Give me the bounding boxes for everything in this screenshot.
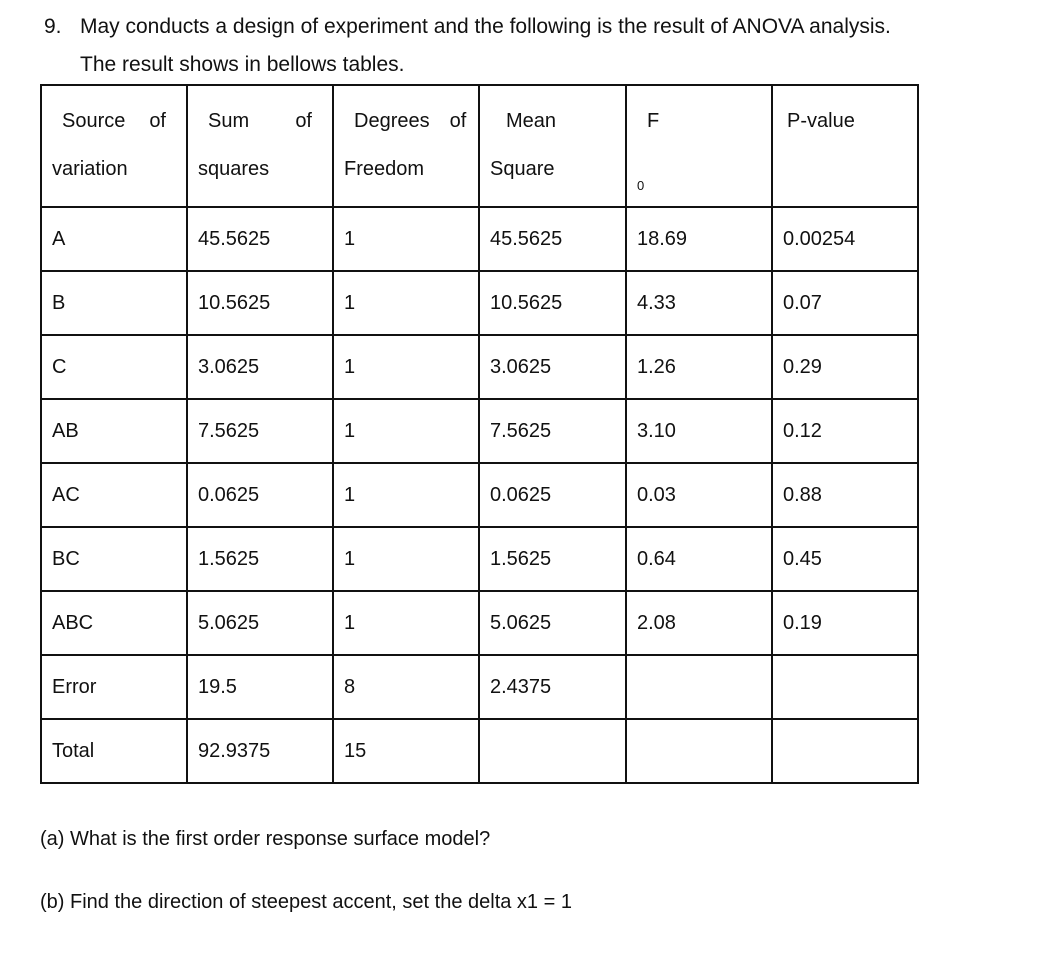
header-text: Sum	[208, 110, 250, 132]
table-cell: 3.0625	[187, 335, 333, 399]
table-body	[41, 207, 918, 783]
header-text	[773, 144, 917, 202]
header-sum-of-squares	[187, 85, 333, 207]
table-row	[41, 271, 918, 335]
table-cell: 0.07	[772, 271, 918, 335]
table-cell: BC	[41, 527, 187, 591]
table-cell: 5.0625	[187, 591, 333, 655]
header-text: Degrees	[354, 110, 430, 132]
table-cell	[626, 719, 772, 783]
header-text: P-value	[787, 110, 855, 132]
table-cell: 0.64	[626, 527, 772, 591]
question-text-line-1: May conducts a design of experiment and the following is the result of ANOVA analysis.	[80, 15, 891, 38]
table-header-row	[41, 85, 918, 207]
table-cell: 5.0625	[479, 591, 626, 655]
table-cell	[626, 655, 772, 719]
table-cell: 15	[333, 719, 479, 783]
header-degrees-of-freedom	[333, 85, 479, 207]
table-cell: 0.45	[772, 527, 918, 591]
header-text: Square	[490, 158, 555, 180]
table-cell: 45.5625	[187, 207, 333, 271]
table-cell: Total	[41, 719, 187, 783]
table-cell: A	[41, 207, 187, 271]
header-text: squares	[198, 158, 270, 180]
header-text: Mean	[506, 110, 557, 132]
part-b-question: (b) Find the direction of steepest accent, set the delta x1 = 1	[40, 891, 572, 913]
table-cell: 2.4375	[479, 655, 626, 719]
table-cell: 3.0625	[479, 335, 626, 399]
table-cell: 7.5625	[479, 399, 626, 463]
table-cell	[479, 719, 626, 783]
header-source-of-variation	[41, 85, 187, 207]
table-cell: 3.10	[626, 399, 772, 463]
table-cell: ABC	[41, 591, 187, 655]
table-cell: 10.5625	[187, 271, 333, 335]
table-cell: 0.12	[772, 399, 918, 463]
table-cell: 0.88	[772, 463, 918, 527]
table-row	[41, 655, 918, 719]
table-cell: 19.5	[187, 655, 333, 719]
table-row	[41, 719, 918, 783]
table-cell: 0.00254	[772, 207, 918, 271]
header-text: variation	[52, 158, 128, 180]
table-cell: Error	[41, 655, 187, 719]
table-cell: 0.0625	[479, 463, 626, 527]
table-cell: 0.0625	[187, 463, 333, 527]
header-text	[627, 86, 771, 193]
header-text: Source	[62, 110, 126, 132]
table-cell: 18.69	[626, 207, 772, 271]
table-cell: 0.03	[626, 463, 772, 527]
table-row	[41, 207, 918, 271]
question-line-1	[44, 14, 891, 40]
table-cell: 1.5625	[187, 527, 333, 591]
header-text: of	[149, 110, 166, 132]
table-cell: 1	[333, 399, 479, 463]
table-row	[41, 399, 918, 463]
header-text: of	[295, 110, 312, 132]
table-cell: 1	[333, 271, 479, 335]
table-cell: 0.29	[772, 335, 918, 399]
question-text-line-2: The result shows in bellows tables.	[80, 53, 405, 76]
table-cell: 1	[333, 335, 479, 399]
anova-table	[40, 84, 919, 784]
table-row	[41, 527, 918, 591]
table-cell: 1.5625	[479, 527, 626, 591]
table-row	[41, 335, 918, 399]
table-cell: 1.26	[626, 335, 772, 399]
header-text: Freedom	[344, 158, 425, 180]
header-text	[627, 144, 771, 202]
table-cell	[772, 719, 918, 783]
header-text: of	[449, 110, 467, 132]
table-cell: 1	[333, 207, 479, 271]
table-cell: 2.08	[626, 591, 772, 655]
f0-letter: F	[647, 110, 660, 132]
table-cell: 1	[333, 591, 479, 655]
header-f0	[626, 85, 772, 207]
table-cell: AB	[41, 399, 187, 463]
question-number: 9.	[44, 15, 62, 38]
table-cell: B	[41, 271, 187, 335]
table-cell: 8	[333, 655, 479, 719]
table-row	[41, 463, 918, 527]
table-row	[41, 591, 918, 655]
table-cell: 4.33	[626, 271, 772, 335]
table-cell: 45.5625	[479, 207, 626, 271]
table-cell	[772, 655, 918, 719]
table-cell: 92.9375	[187, 719, 333, 783]
table-cell: 1	[333, 463, 479, 527]
part-a-question: (a) What is the first order response surface model?	[40, 828, 491, 850]
table-cell: 7.5625	[187, 399, 333, 463]
table-cell: AC	[41, 463, 187, 527]
table-cell: C	[41, 335, 187, 399]
header-p-value	[772, 85, 918, 207]
header-mean-square	[479, 85, 626, 207]
table-cell: 0.19	[772, 591, 918, 655]
f0-subscript: 0	[637, 178, 645, 193]
table-cell: 1	[333, 527, 479, 591]
table-cell: 10.5625	[479, 271, 626, 335]
